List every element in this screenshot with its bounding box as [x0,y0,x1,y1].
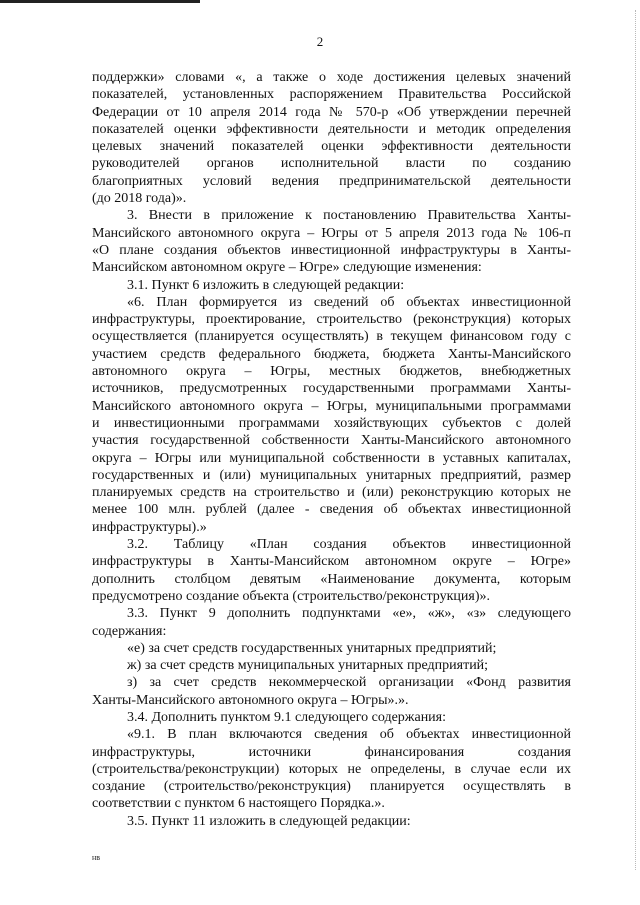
text-line: государственных и (или) муниципальных унитарных предприятий, размер [92,467,571,483]
text-line: Мансийского автономного округа – Югры от 5 апреля 2013 года № 106-п [92,225,571,241]
text-line: (строительства/реконструкции) которых не определены, в случае если их [92,761,571,777]
text-line: содержания: [92,623,167,639]
text-line: благоприятных условий ведения предпринимательской деятельности [92,173,571,189]
text-line: создание (строительство/реконструкция) планируется осуществлять в [92,779,571,795]
text-line: 3. Внести в приложение к постановлению Правительства Ханты- [127,208,571,224]
text-line: инфраструктуры в Ханты-Мансийском автономном округе – Югре» [92,554,571,570]
text-line: целевых значений показателей оценки эффективности деятельности [92,139,571,155]
text-line: Мансийском автономном округе – Югре» следующие изменения: [92,260,482,276]
text-line: источников, предусмотренных государственными программами Ханты- [92,381,571,397]
text-line: Ханты-Мансийского автономного округа – Югры».». [92,692,409,708]
text-line: и инвестиционными программами хозяйствующих субъектов с долей [92,415,571,431]
text-line: (до 2018 года)». [92,191,187,207]
text-line: 3.2. Таблицу «План создания объектов инвестиционной [127,537,571,553]
text-line: Мансийского автономного округа – Югры, муниципальными программами [92,398,571,414]
text-line: инфраструктуры, проектирование, строительство (реконструкция) которых [92,312,571,328]
footer-mark: нв [92,853,101,862]
text-line: округа – Югры или муниципальной собственности в уставных капиталах, [92,450,571,466]
document-body [92,69,571,830]
text-line: предусмотрено создание объекта (строительство/реконструкция)». [92,588,491,604]
text-line: участия государственной собственности Ханты-Мансийского автономного [92,433,571,449]
page-number: 2 [316,34,324,49]
text-line: автономного округа – Югры, местных бюджетов, внебюджетных [92,364,571,380]
text-line: руководителей органов исполнительной власти по созданию [92,156,571,172]
text-line: показателей, установленных распоряжением Правительства Российской [92,87,571,103]
text-line: Федерации от 10 апреля 2014 года № 570-р «Об утверждении перечней [92,104,571,120]
text-line: участием средств федерального бюджета, бюджета Ханты-Мансийского [92,346,571,362]
text-line: менее 100 млн. рублей (далее - сведения об объектах инвестиционной [92,502,571,518]
text-line: «О плане создания объектов инвестиционной инфраструктуры в Ханты- [92,242,571,258]
text-line: осуществляется (планируется осуществлять) в текущем финансовом году с [92,329,571,345]
text-line: показателей оценки эффективности деятельности и методик определения [92,121,571,137]
text-line: «9.1. В план включаются сведения об объектах инвестиционной [127,727,571,743]
text-line: «6. План формируется из сведений об объектах инвестиционной [127,294,571,310]
text-line: дополнить столбцом девятым «Наименование документа, которым [92,571,571,587]
top-scan-line [0,0,200,3]
text-line: 3.5. Пункт 11 изложить в следующей редакции: [127,813,411,829]
text-line: планируемых средств на строительство и (или) реконструкцию которых не [92,485,571,501]
text-line: ж) за счет средств муниципальных унитарных предприятий; [127,658,489,674]
text-line: «е) за счет средств государственных унитарных предприятий; [127,640,497,656]
text-line: 3.1. Пункт 6 изложить в следующей редакции: [127,277,405,293]
text-line: з) за счет средств некоммерческой организации «Фонд развития [127,675,571,691]
text-line: 3.3. Пункт 9 дополнить подпунктами «е», «ж», «з» следующего [127,606,571,622]
text-line: 3.4. Дополнить пунктом 9.1 следующего содержания: [127,709,447,725]
page-edge-mark [633,10,636,870]
text-line: инфраструктуры).» [92,519,207,535]
text-line: инфраструктуры, источники финансирования создания [92,744,571,760]
text-line: поддержки» словами «, а также о ходе достижения целевых значений [92,70,571,85]
text-line: соответствии с пунктом 6 настоящего Порядка.». [92,796,385,812]
